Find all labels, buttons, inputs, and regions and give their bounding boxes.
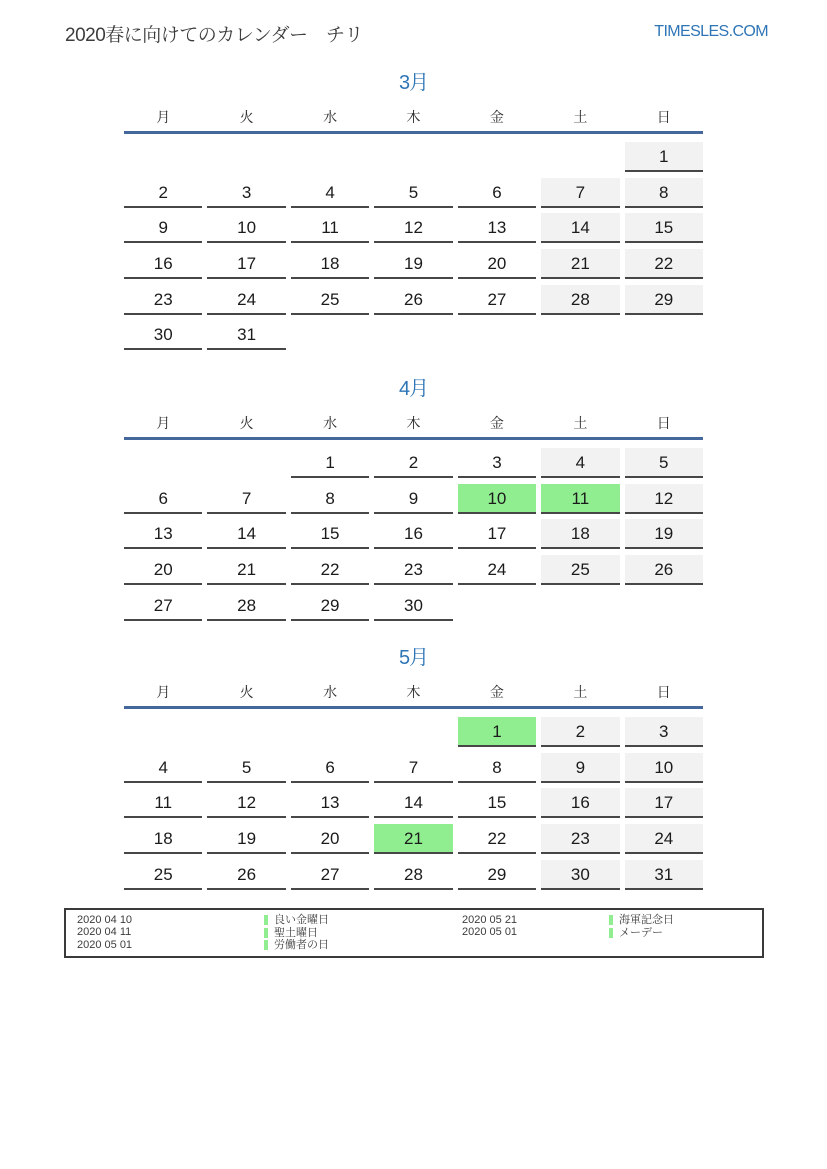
day-cell: 1 (458, 717, 536, 747)
legend-holiday-name (609, 926, 674, 938)
day-cell: 19 (374, 249, 452, 279)
day-cell: 21 (541, 249, 619, 279)
day-cell: 29 (625, 285, 703, 315)
day-cell: 16 (541, 788, 619, 818)
day-cell: 29 (458, 860, 536, 890)
day-cell: 15 (458, 788, 536, 818)
month-title: 4月 (398, 378, 429, 400)
legend-holiday-name (264, 939, 462, 951)
weekday-label: 月 (156, 684, 171, 700)
day-cell: 13 (291, 788, 369, 818)
day-cell: 23 (374, 555, 452, 585)
day-cell: 8 (458, 753, 536, 783)
day-cell: 11 (541, 484, 619, 514)
weekday-label: 月 (156, 109, 171, 125)
empty-day-cell (207, 448, 285, 478)
legend-holiday-label: 労働者の日 (274, 938, 329, 951)
empty-day-cell (458, 591, 536, 621)
empty-day-cell (374, 717, 452, 747)
legend-date: 2020 04 11 (77, 926, 132, 939)
legend-holiday-name (264, 926, 462, 938)
day-grid (124, 142, 703, 350)
legend-holiday-label: 聖土曜日 (274, 926, 318, 939)
weekday-label: 金 (489, 684, 504, 700)
day-cell: 25 (124, 860, 202, 890)
day-cell: 26 (207, 860, 285, 890)
day-cell: 5 (374, 178, 452, 208)
day-cell: 18 (541, 519, 619, 549)
brand-logo: TIMESLES.COM (654, 23, 768, 40)
day-cell: 28 (374, 860, 452, 890)
day-cell: 25 (541, 555, 619, 585)
day-cell: 31 (625, 860, 703, 890)
weekday-header-row (124, 414, 703, 432)
day-cell: 4 (124, 753, 202, 783)
legend-group (462, 914, 674, 956)
day-cell: 28 (207, 591, 285, 621)
empty-day-cell (374, 320, 452, 350)
day-cell: 30 (374, 591, 452, 621)
holiday-marker-icon (609, 915, 613, 925)
day-cell: 6 (291, 753, 369, 783)
legend-date: 2020 05 21 (462, 914, 518, 926)
day-cell: 3 (207, 178, 285, 208)
weekday-label: 水 (323, 109, 338, 125)
day-cell: 1 (625, 142, 703, 172)
day-cell: 26 (374, 285, 452, 315)
legend-date: 2020 04 10 (77, 914, 133, 926)
day-cell: 22 (625, 249, 703, 279)
weekday-label: 木 (406, 415, 421, 431)
day-cell: 18 (291, 249, 369, 279)
weekday-label: 土 (573, 415, 588, 431)
weekday-label: 水 (323, 415, 338, 431)
weekday-header-row (124, 108, 703, 126)
day-cell: 30 (124, 320, 202, 350)
empty-day-cell (207, 142, 285, 172)
day-cell: 24 (458, 555, 536, 585)
weekday-label: 月 (156, 415, 171, 431)
empty-day-cell (207, 717, 285, 747)
empty-day-cell (124, 142, 202, 172)
weekday-label: 金 (489, 109, 504, 125)
day-cell: 8 (625, 178, 703, 208)
day-cell: 11 (124, 788, 202, 818)
day-cell: 14 (207, 519, 285, 549)
day-cell: 10 (207, 213, 285, 243)
day-cell: 10 (458, 484, 536, 514)
day-cell: 5 (625, 448, 703, 478)
weekday-label: 火 (239, 415, 254, 431)
legend-date: 2020 05 01 (77, 938, 133, 951)
empty-day-cell (291, 717, 369, 747)
day-cell: 4 (291, 178, 369, 208)
holiday-marker-icon (609, 928, 613, 938)
legend-holiday-label: 海軍記念日 (619, 914, 674, 927)
day-cell: 24 (207, 285, 285, 315)
empty-day-cell (625, 591, 703, 621)
day-cell: 21 (374, 824, 452, 854)
day-cell: 7 (374, 753, 452, 783)
empty-day-cell (291, 320, 369, 350)
day-cell: 11 (291, 213, 369, 243)
day-cell: 13 (124, 519, 202, 549)
empty-day-cell (541, 591, 619, 621)
page-title: 2020春に向けてのカレンダー チリ (65, 25, 364, 46)
day-cell: 2 (541, 717, 619, 747)
day-cell: 25 (291, 285, 369, 315)
empty-day-cell (124, 717, 202, 747)
empty-day-cell (374, 142, 452, 172)
month-table (124, 645, 703, 890)
legend-holiday-name (264, 914, 462, 926)
day-cell: 23 (124, 285, 202, 315)
weekday-label: 土 (573, 684, 588, 700)
weekday-label: 火 (239, 109, 254, 125)
weekday-label: 日 (656, 684, 671, 700)
legend-holiday-name (609, 914, 674, 926)
month-title: 5月 (398, 647, 429, 669)
day-cell: 6 (124, 484, 202, 514)
day-cell: 16 (124, 249, 202, 279)
legend-box (64, 908, 764, 958)
day-cell: 9 (541, 753, 619, 783)
empty-day-cell (541, 320, 619, 350)
day-cell: 3 (458, 448, 536, 478)
day-cell: 28 (541, 285, 619, 315)
weekday-header-row (124, 683, 703, 701)
day-cell: 14 (541, 213, 619, 243)
day-cell: 20 (291, 824, 369, 854)
empty-day-cell (625, 320, 703, 350)
holiday-marker-icon (264, 915, 268, 925)
day-cell: 17 (207, 249, 285, 279)
weekday-label: 金 (489, 415, 504, 431)
day-cell: 29 (291, 591, 369, 621)
day-cell: 5 (207, 753, 285, 783)
weekday-label: 火 (239, 684, 254, 700)
day-cell: 12 (207, 788, 285, 818)
empty-day-cell (458, 320, 536, 350)
empty-day-cell (124, 448, 202, 478)
day-cell: 24 (625, 824, 703, 854)
day-grid (124, 717, 703, 890)
day-cell: 17 (458, 519, 536, 549)
day-cell: 7 (207, 484, 285, 514)
day-cell: 1 (291, 448, 369, 478)
day-cell: 18 (124, 824, 202, 854)
day-cell: 27 (124, 591, 202, 621)
day-cell: 8 (291, 484, 369, 514)
day-cell: 12 (374, 213, 452, 243)
day-cell: 23 (541, 824, 619, 854)
month-table (124, 376, 703, 621)
day-cell: 2 (124, 178, 202, 208)
day-cell: 15 (625, 213, 703, 243)
day-cell: 19 (207, 824, 285, 854)
day-cell: 20 (458, 249, 536, 279)
day-cell: 9 (124, 213, 202, 243)
day-cell: 2 (374, 448, 452, 478)
month-table (124, 70, 703, 350)
day-cell: 14 (374, 788, 452, 818)
empty-day-cell (291, 142, 369, 172)
day-cell: 22 (291, 555, 369, 585)
day-cell: 21 (207, 555, 285, 585)
day-cell: 19 (625, 519, 703, 549)
weekday-label: 木 (406, 109, 421, 125)
day-cell: 16 (374, 519, 452, 549)
month-title: 3月 (398, 72, 429, 94)
day-cell: 27 (458, 285, 536, 315)
day-cell: 6 (458, 178, 536, 208)
empty-day-cell (458, 142, 536, 172)
day-grid (124, 448, 703, 621)
day-cell: 27 (291, 860, 369, 890)
day-cell: 22 (458, 824, 536, 854)
legend-holiday-label: 良い金曜日 (274, 914, 329, 927)
weekday-label: 木 (406, 684, 421, 700)
day-cell: 26 (625, 555, 703, 585)
weekday-label: 土 (573, 109, 588, 125)
header-rule (124, 131, 703, 134)
day-cell: 20 (124, 555, 202, 585)
holiday-marker-icon (264, 928, 268, 938)
legend-date: 2020 05 01 (462, 926, 518, 939)
day-cell: 13 (458, 213, 536, 243)
day-cell: 15 (291, 519, 369, 549)
day-cell: 31 (207, 320, 285, 350)
weekday-label: 水 (323, 684, 338, 700)
holiday-marker-icon (264, 940, 268, 950)
empty-day-cell (541, 142, 619, 172)
header-rule (124, 437, 703, 440)
weekday-label: 日 (656, 109, 671, 125)
day-cell: 3 (625, 717, 703, 747)
day-cell: 7 (541, 178, 619, 208)
day-cell: 10 (625, 753, 703, 783)
day-cell: 17 (625, 788, 703, 818)
weekday-label: 日 (656, 415, 671, 431)
header-rule (124, 706, 703, 709)
day-cell: 12 (625, 484, 703, 514)
day-cell: 9 (374, 484, 452, 514)
day-cell: 30 (541, 860, 619, 890)
day-cell: 4 (541, 448, 619, 478)
legend-group (77, 914, 462, 956)
legend-holiday-label: メーデー (619, 926, 663, 939)
